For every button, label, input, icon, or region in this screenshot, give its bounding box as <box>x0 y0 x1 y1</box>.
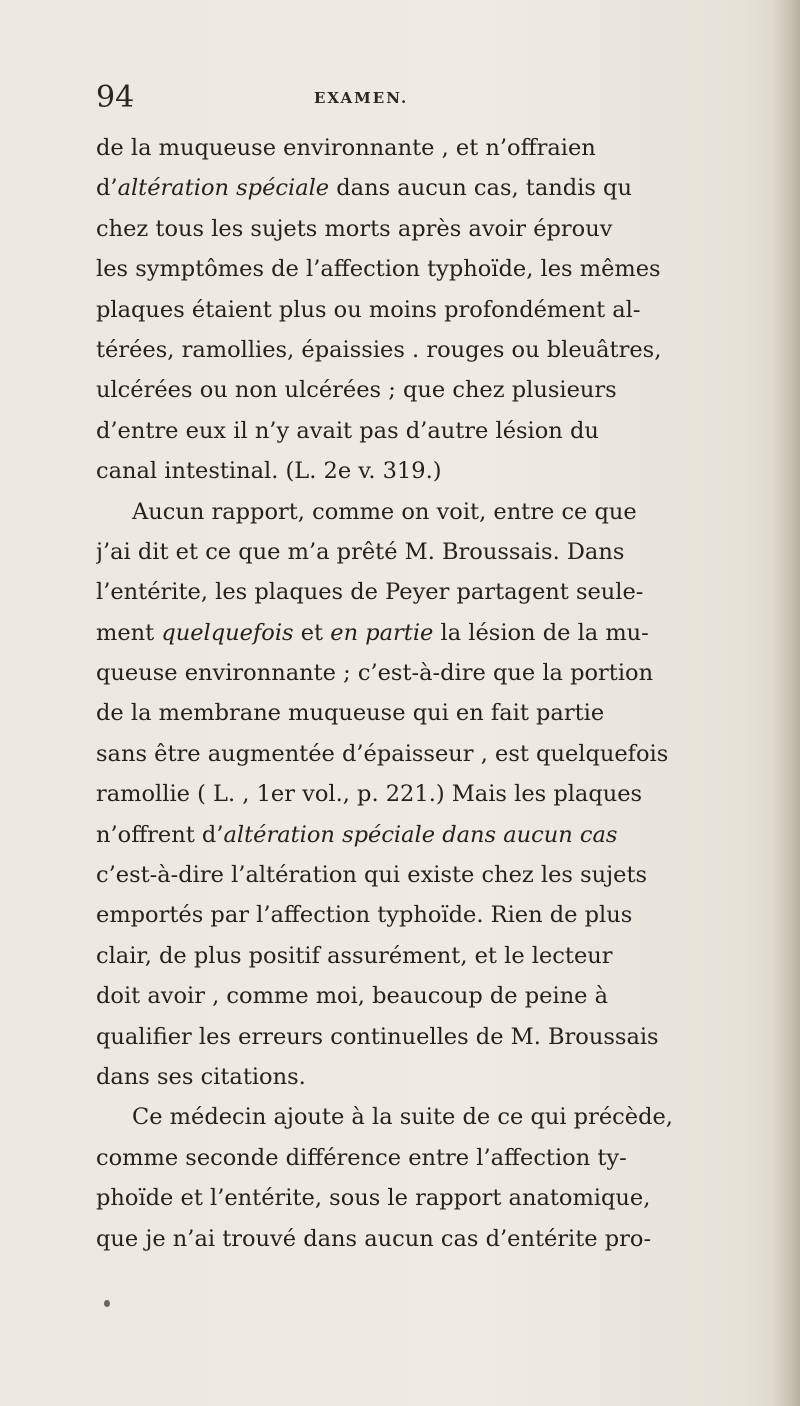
text-line <box>96 613 786 653</box>
text-line <box>96 330 786 370</box>
text-line <box>96 1219 786 1259</box>
text-run: d’entre eux il n’y avait pas d’autre lésion du <box>96 417 599 444</box>
text-line <box>96 895 786 935</box>
text-line <box>96 290 786 330</box>
text-line <box>96 249 786 289</box>
text-line <box>96 532 786 572</box>
text-line <box>96 128 786 168</box>
text-run: comme seconde différence entre l’affection ty- <box>96 1144 627 1171</box>
text-line <box>96 411 786 451</box>
text-run: dans aucun cas, tandis qu <box>329 175 632 202</box>
text-line <box>96 1138 786 1178</box>
body-text <box>96 128 786 1259</box>
italic-text: altération spéciale dans aucun cas <box>223 821 618 848</box>
text-run: qualifier les erreurs continuelles de M. Broussais <box>96 1023 659 1050</box>
italic-text: en partie <box>330 619 434 646</box>
text-run: ment <box>96 619 162 646</box>
text-line <box>96 1097 786 1137</box>
page-header <box>96 78 756 118</box>
text-line <box>96 653 786 693</box>
text-line <box>96 492 786 532</box>
text-line <box>96 209 786 249</box>
text-run: ulcérées ou non ulcérées ; que chez plusieurs <box>96 377 617 404</box>
text-run: emportés par l’affection typhoïde. Rien de plus <box>96 902 633 929</box>
text-run: c’est-à-dire l’altération qui existe chez les sujets <box>96 862 648 889</box>
text-line <box>96 693 786 733</box>
text-run: clair, de plus positif assurément, et le lecteur <box>96 942 613 969</box>
text-line <box>96 774 786 814</box>
text-line <box>96 1178 786 1218</box>
text-line <box>96 734 786 774</box>
text-run: ramollie ( L. , 1er vol., p. 221.) Mais les plaques <box>96 781 643 808</box>
text-line <box>96 936 786 976</box>
ink-speck <box>104 1300 110 1307</box>
text-run: l’entérite, les plaques de Peyer partagent seule- <box>96 579 644 606</box>
text-line <box>96 451 786 491</box>
text-line <box>96 855 786 895</box>
text-run: d’ <box>96 175 118 202</box>
text-run: chez tous les sujets morts après avoir éprouv <box>96 215 613 242</box>
page-number: 94 <box>96 80 135 115</box>
text-line <box>96 815 786 855</box>
text-line <box>96 370 786 410</box>
text-run: sans être augmentée d’épaisseur , est quelquefois <box>96 740 669 767</box>
text-run: de la muqueuse environnante , et n’offraien <box>96 135 596 161</box>
text-run: Aucun rapport, comme on voit, entre ce que <box>132 498 637 525</box>
running-head: EXAMEN. <box>314 89 409 107</box>
italic-text: quelquefois <box>161 619 294 646</box>
text-line <box>96 168 786 208</box>
text-run: les symptômes de l’affection typhoïde, les mêmes <box>96 256 661 283</box>
text-run: queuse environnante ; c’est-à-dire que la portion <box>96 660 654 687</box>
text-line <box>96 976 786 1016</box>
text-run: la lésion de la mu- <box>433 619 649 646</box>
text-run: canal intestinal. (L. 2e v. 319.) <box>96 458 442 485</box>
text-run: dans ses citations. <box>96 1063 306 1090</box>
text-run: n’offrent d’ <box>96 821 224 848</box>
text-run: plaques étaient plus ou moins profondément al- <box>96 296 641 323</box>
text-run: de la membrane muqueuse qui en fait partie <box>96 700 605 727</box>
text-run: térées, ramollies, épaissies . rouges ou bleuâtres, <box>96 336 662 363</box>
text-run: Ce médecin ajoute à la suite de ce qui précède, <box>132 1104 673 1131</box>
text-run: que je n’ai trouvé dans aucun cas d’entérite pro- <box>96 1225 652 1252</box>
text-line <box>96 572 786 612</box>
text-run: j’ai dit et ce que m’a prêté M. Broussais. Dans <box>96 538 625 565</box>
text-run: doit avoir , comme moi, beaucoup de peine à <box>96 983 609 1010</box>
text-line <box>96 1017 786 1057</box>
text-line <box>96 1057 786 1097</box>
italic-text: altération spéciale <box>117 175 330 202</box>
text-run: phoïde et l’entérite, sous le rapport anatomique, <box>96 1185 651 1212</box>
text-run: et <box>293 619 331 646</box>
